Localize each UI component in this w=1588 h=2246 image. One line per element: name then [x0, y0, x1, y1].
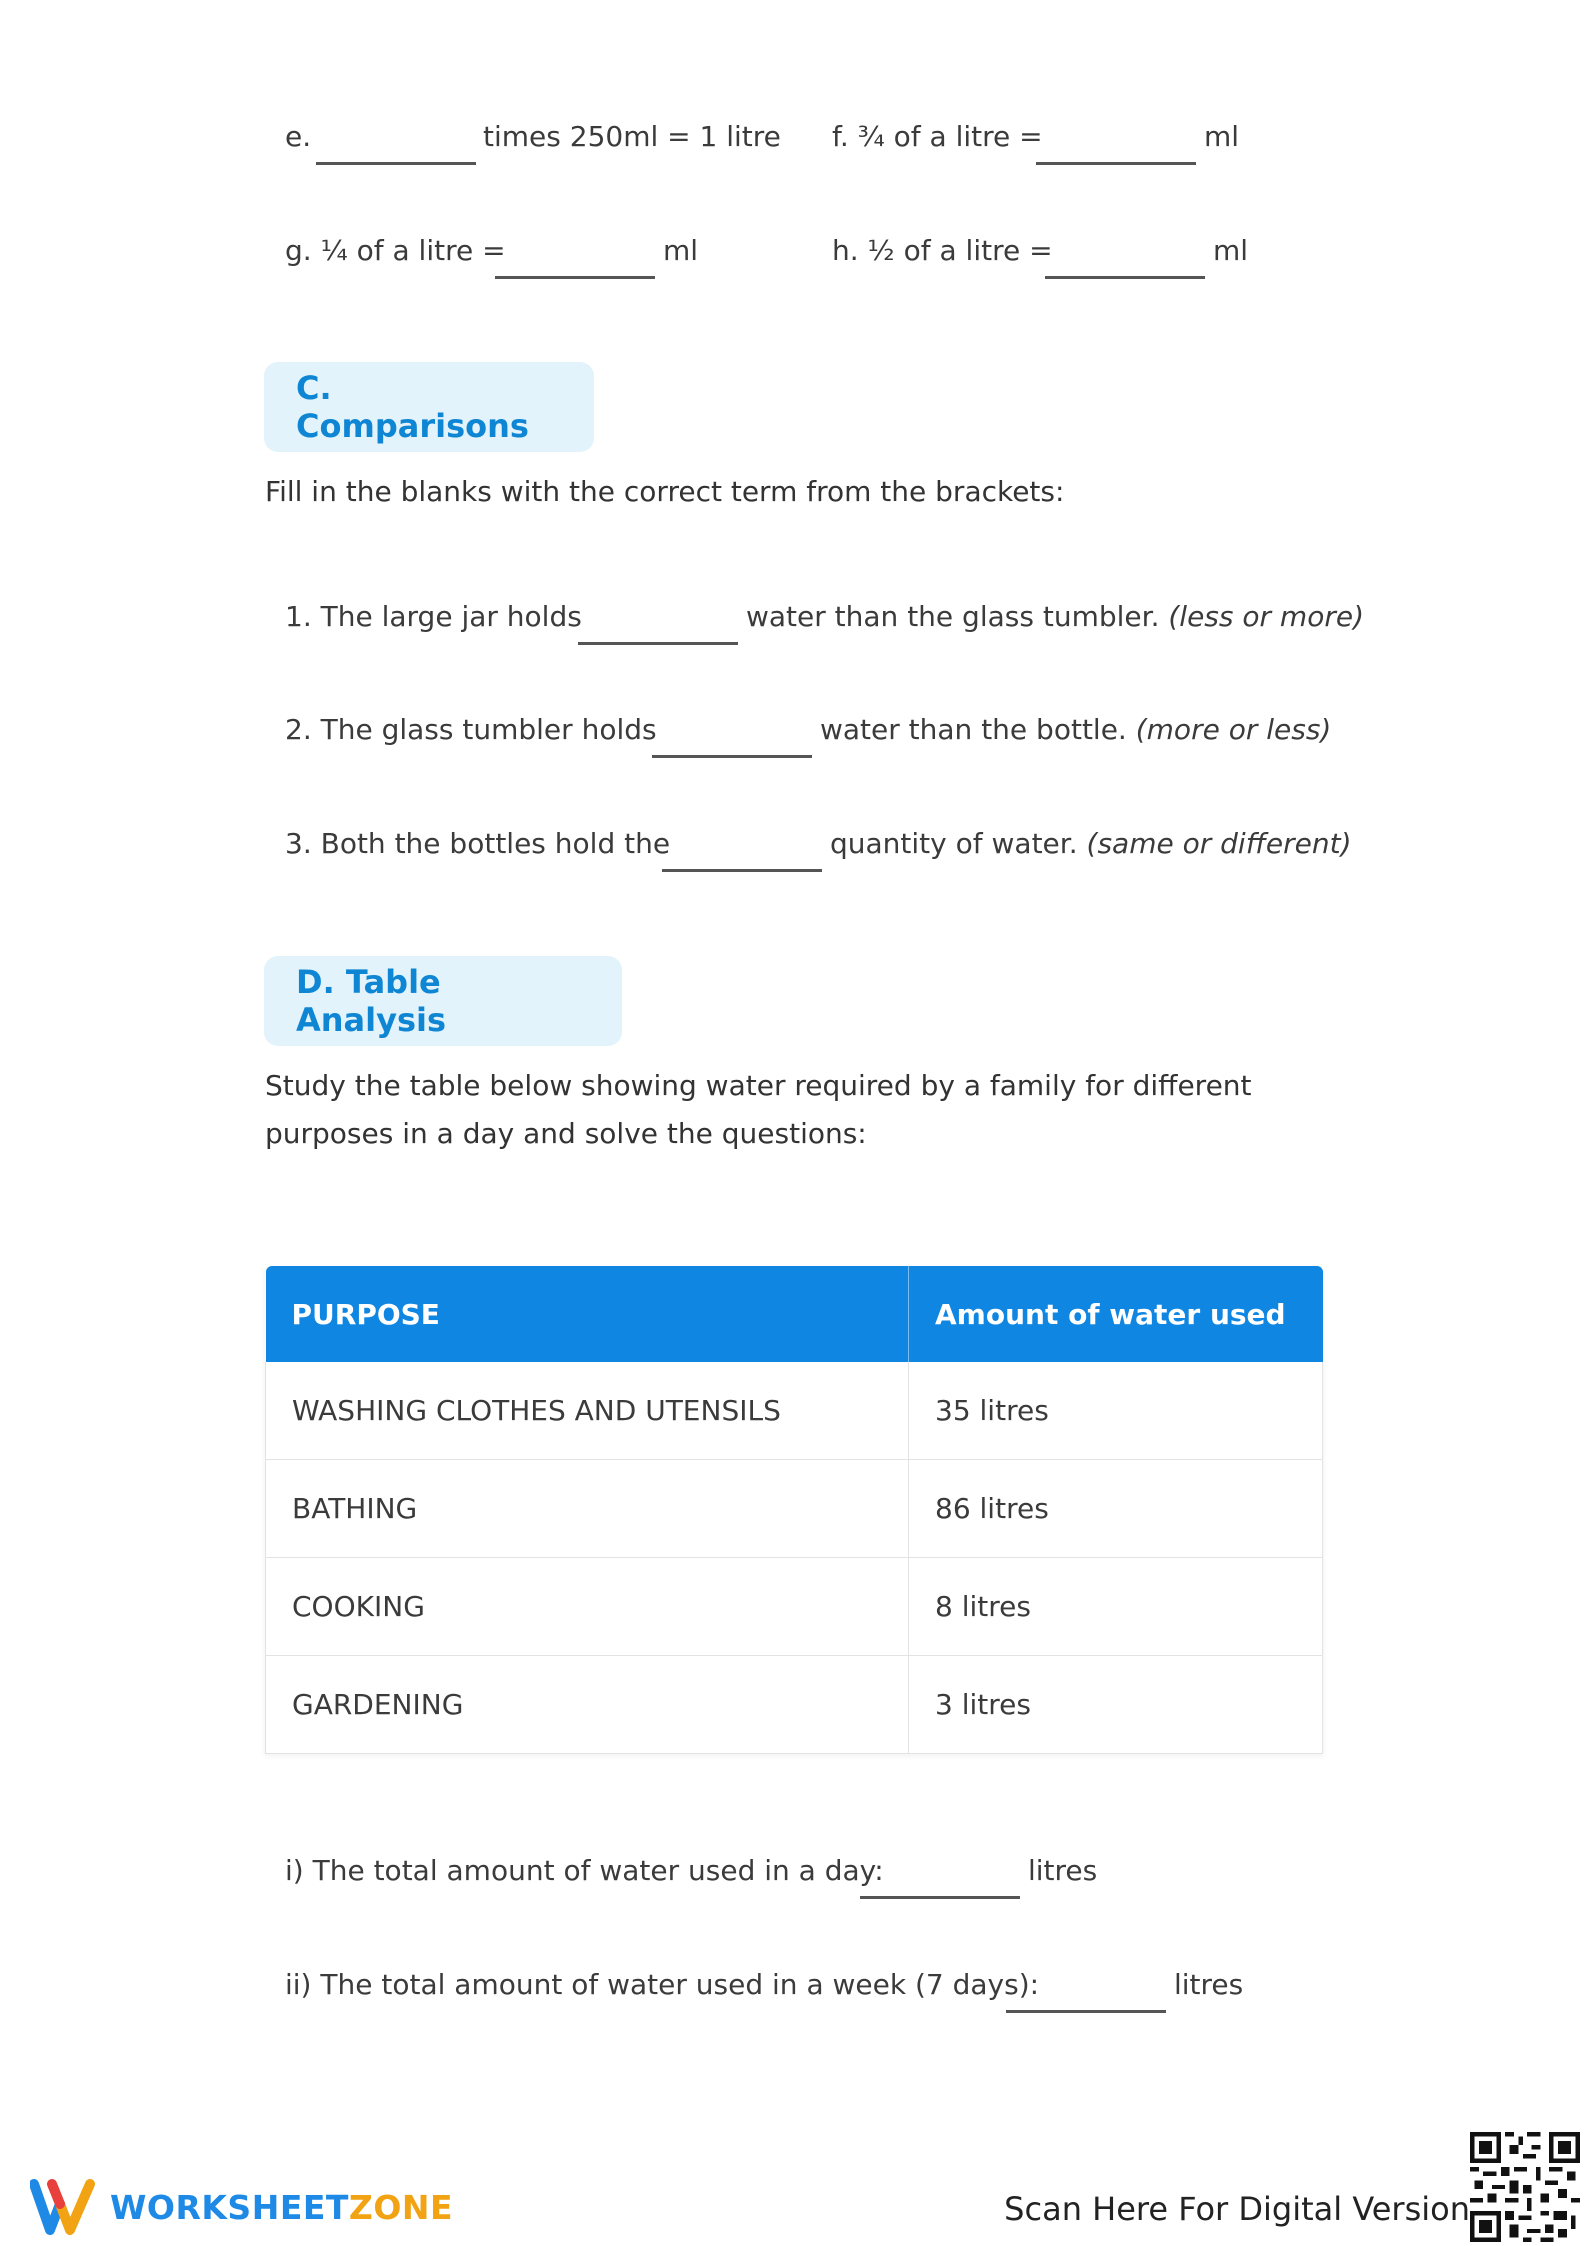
question-g-text: g. ¼ of a litre = — [285, 234, 506, 267]
section-d-heading — [264, 956, 622, 1046]
table-cell-purpose: COOKING — [266, 1558, 909, 1656]
table-cell-amount: 86 litres — [909, 1460, 1323, 1558]
section-d-instruction-line2: purposes in a day and solve the questions: — [265, 1117, 867, 1150]
table-cell-amount: 35 litres — [909, 1362, 1323, 1460]
comparison-3-hint: (same or different) — [1086, 827, 1352, 860]
table-header-purpose: PURPOSE — [266, 1266, 909, 1362]
answer-blank-comparison-3[interactable] — [662, 869, 822, 872]
brand-logo — [30, 2178, 453, 2236]
brand-name-part2: ZONE — [348, 2187, 454, 2227]
answer-blank-h[interactable] — [1045, 276, 1205, 279]
comparison-2-hint: (more or less) — [1135, 713, 1332, 746]
comparison-2-text: water than the bottle. — [820, 713, 1127, 746]
table-cell-amount: 8 litres — [909, 1558, 1323, 1656]
section-c-instruction: Fill in the blanks with the correct term from the brackets: — [265, 475, 1065, 508]
answer-blank-e[interactable] — [316, 162, 476, 165]
question-i-unit: litres — [1028, 1854, 1098, 1887]
scan-caption: Scan Here For Digital Version — [1004, 2190, 1470, 2228]
table-header-amount: Amount of water used — [909, 1266, 1323, 1362]
question-h-text: h. ½ of a litre = — [832, 234, 1053, 267]
comparison-3-text: quantity of water. — [830, 827, 1078, 860]
question-ii-text: ii) The total amount of water used in a week (7 days): — [285, 1968, 1040, 2001]
question-h-unit: ml — [1213, 234, 1249, 267]
comparison-1-hint: (less or more) — [1168, 600, 1364, 633]
comparison-2-suffix — [820, 713, 1331, 746]
comparison-2-prefix: 2. The glass tumbler holds — [285, 713, 657, 746]
table-row — [266, 1558, 1323, 1656]
answer-blank-comparison-1[interactable] — [578, 642, 738, 645]
answer-blank-comparison-2[interactable] — [652, 755, 812, 758]
question-f-unit: ml — [1204, 120, 1240, 153]
table-row — [266, 1362, 1323, 1460]
question-ii-unit: litres — [1174, 1968, 1244, 2001]
water-usage-table — [265, 1266, 1323, 1754]
table-row — [266, 1656, 1323, 1754]
section-c-title: C. Comparisons — [296, 369, 529, 445]
answer-blank-g[interactable] — [495, 276, 655, 279]
table-header-row — [266, 1266, 1323, 1362]
answer-blank-question-ii[interactable] — [1006, 2010, 1166, 2013]
question-e-text: times 250ml = 1 litre — [483, 120, 781, 153]
answer-blank-f[interactable] — [1036, 162, 1196, 165]
table-cell-purpose: GARDENING — [266, 1656, 909, 1754]
section-d-instruction-line1: Study the table below showing water required by a family for different — [265, 1069, 1252, 1102]
table-cell-purpose: WASHING CLOTHES AND UTENSILS — [266, 1362, 909, 1460]
question-i-text: i) The total amount of water used in a day: — [285, 1854, 884, 1887]
comparison-1-text: water than the glass tumbler. — [746, 600, 1160, 633]
qr-code-icon[interactable] — [1470, 2132, 1580, 2242]
answer-blank-question-i[interactable] — [860, 1896, 1020, 1899]
question-f-text: f. ¾ of a litre = — [832, 120, 1043, 153]
comparison-3-suffix — [830, 827, 1352, 860]
brand-name-part1: WORKSHEET — [110, 2187, 349, 2227]
brand-name — [110, 2188, 453, 2227]
table-cell-amount: 3 litres — [909, 1656, 1323, 1754]
comparison-3-prefix: 3. Both the bottles hold the — [285, 827, 671, 860]
table-cell-purpose: BATHING — [266, 1460, 909, 1558]
question-e-label: e. — [285, 120, 312, 153]
worksheetzone-logo-icon — [30, 2178, 96, 2236]
table-row — [266, 1460, 1323, 1558]
section-c-heading — [264, 362, 594, 452]
section-d-title: D. Table Analysis — [296, 963, 447, 1039]
comparison-1-prefix: 1. The large jar holds — [285, 600, 582, 633]
comparison-1-suffix — [746, 600, 1364, 633]
question-g-unit: ml — [663, 234, 699, 267]
